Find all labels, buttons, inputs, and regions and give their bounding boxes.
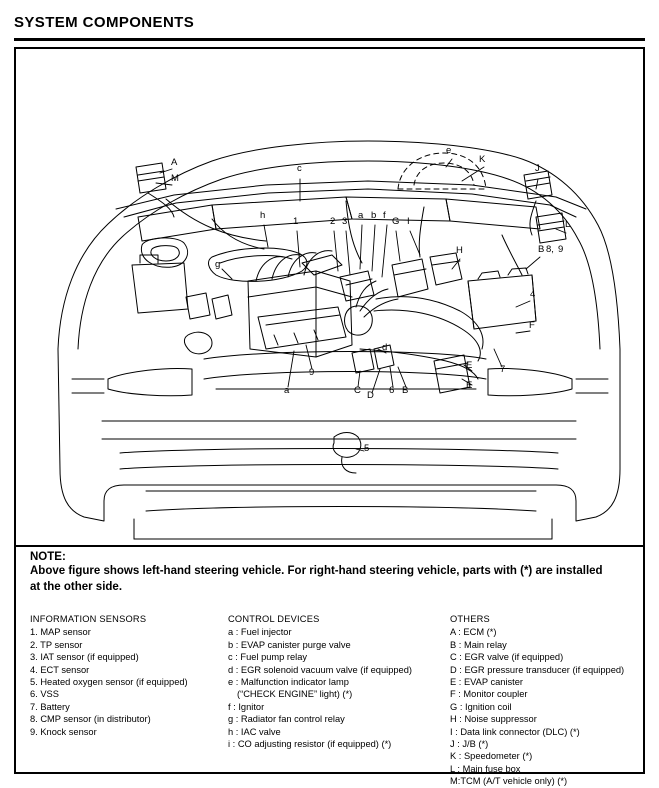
legend-column-information-sensors bbox=[30, 613, 228, 788]
legend-item: f : Ignitor bbox=[228, 701, 265, 712]
callout-5: 5 bbox=[364, 443, 370, 454]
legend-item: 7. Battery bbox=[30, 701, 70, 712]
callout-g: g bbox=[215, 259, 221, 270]
legend-item: g : Radiator fan control relay bbox=[228, 714, 345, 725]
legend-item: 2. TP sensor bbox=[30, 639, 83, 650]
callout-2: 2 bbox=[330, 216, 336, 227]
callout-4: 4 bbox=[530, 289, 536, 300]
callout-I: I bbox=[407, 216, 410, 227]
callout-L: L bbox=[565, 219, 571, 230]
callout-b: b bbox=[371, 210, 377, 221]
legend-item: 6. VSS bbox=[30, 689, 59, 700]
legend-item: C : EGR valve (if equipped) bbox=[450, 652, 564, 663]
callout-3: 3 bbox=[342, 216, 348, 227]
callout-1: 1 bbox=[293, 216, 299, 227]
callout-J: J bbox=[535, 163, 540, 174]
note-line-1: Above figure shows left-hand steering vehicle. For right-hand steering vehicle, parts with (*) are installed bbox=[30, 565, 603, 577]
legend-item: i : CO adjusting resistor (if equipped) (*) bbox=[228, 739, 392, 750]
callout-a-lower: a bbox=[284, 385, 290, 396]
legend-item: c : Fuel pump relay bbox=[228, 652, 308, 663]
engine-bay-components bbox=[132, 163, 566, 473]
callout-C: C bbox=[354, 385, 361, 396]
legend-heading-control-devices: CONTROL DEVICES bbox=[228, 614, 320, 624]
legend-item: 9. Knock sensor bbox=[30, 726, 97, 737]
callout-F: F bbox=[529, 320, 535, 331]
callout-G: G bbox=[392, 216, 400, 227]
legend-item: H : Noise suppressor bbox=[450, 714, 537, 725]
callout-9-lower: 9 bbox=[309, 367, 315, 378]
legend-item: B : Main relay bbox=[450, 639, 507, 650]
legend-item: M:TCM (A/T vehicle only) (*) bbox=[450, 776, 568, 787]
note-line-2: at the other side. bbox=[30, 581, 123, 593]
legend-item: L : Main fuse box bbox=[450, 763, 521, 774]
callout-h: h bbox=[260, 210, 266, 221]
note-block bbox=[30, 551, 630, 595]
legend-heading-others: OTHERS bbox=[450, 614, 490, 624]
callout-leaders bbox=[156, 159, 566, 451]
legend-item: A : ECM (*) bbox=[450, 627, 497, 638]
callout-e: e bbox=[446, 145, 452, 156]
note-label: NOTE: bbox=[30, 551, 66, 563]
callout-d: d bbox=[382, 342, 388, 353]
callout-E-lower: E bbox=[466, 380, 473, 391]
callout-a: a bbox=[358, 210, 364, 221]
legend-item: 1. MAP sensor bbox=[30, 627, 91, 638]
callout-6: 6 bbox=[389, 385, 395, 396]
legend-item: F : Monitor coupler bbox=[450, 689, 528, 700]
legend bbox=[30, 613, 640, 788]
page-title: SYSTEM COMPONENTS bbox=[14, 14, 195, 31]
legend-item: 3. IAT sensor (if equipped) bbox=[30, 652, 139, 663]
legend-heading-information-sensors: INFORMATION SENSORS bbox=[30, 614, 147, 624]
callout-A: A bbox=[171, 157, 178, 168]
legend-item: D : EGR pressure transducer (if equipped) bbox=[450, 664, 625, 675]
legend-item: 8. CMP sensor (in distributor) bbox=[30, 714, 151, 725]
legend-item: d : EGR solenoid vacuum valve (if equipped) bbox=[228, 664, 412, 675]
callout-K: K bbox=[479, 154, 486, 165]
note-divider bbox=[16, 545, 643, 547]
callout-B-lower: B bbox=[402, 385, 409, 396]
legend-item: a : Fuel injector bbox=[228, 627, 292, 638]
callout-M: M bbox=[171, 173, 179, 184]
callout-8: 8, bbox=[546, 244, 554, 255]
legend-column-others bbox=[450, 613, 640, 788]
callout-E: E bbox=[466, 360, 473, 371]
legend-item: 4. ECT sensor bbox=[30, 664, 90, 675]
callout-7: 7 bbox=[500, 364, 506, 375]
legend-item: 5. Heated oxygen sensor (if equipped) bbox=[30, 677, 188, 688]
legend-item: (“CHECK ENGINE” light) (*) bbox=[237, 689, 353, 700]
legend-item: e : Malfunction indicator lamp bbox=[228, 677, 349, 688]
legend-item: h : IAC valve bbox=[228, 726, 281, 737]
callout-H: H bbox=[456, 245, 463, 256]
legend-item: b : EVAP canister purge valve bbox=[228, 639, 351, 650]
callout-9: 9 bbox=[558, 244, 564, 255]
engine-compartment-illustration bbox=[16, 49, 643, 549]
legend-item: I : Data link connector (DLC) (*) bbox=[450, 726, 580, 737]
legend-item: G : Ignition coil bbox=[450, 701, 512, 712]
legend-item: J : J/B (*) bbox=[450, 739, 489, 750]
legend-item: E : EVAP canister bbox=[450, 677, 524, 688]
callout-D: D bbox=[367, 390, 374, 401]
legend-item: K : Speedometer (*) bbox=[450, 751, 533, 762]
legend-column-control-devices bbox=[228, 613, 450, 788]
callout-f: f bbox=[383, 210, 386, 221]
callout-c: c bbox=[297, 163, 302, 174]
title-rule bbox=[14, 38, 645, 41]
callout-B-right: B bbox=[538, 244, 545, 255]
